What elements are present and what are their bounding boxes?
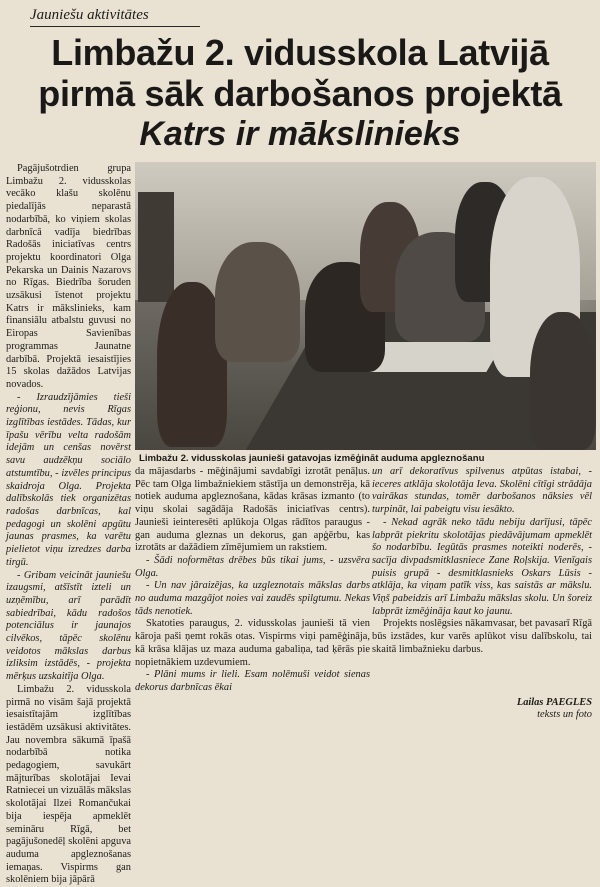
article-column-2 [135,466,370,728]
paragraph: da mājasdarbs - mēģinājumi savdabīgi izrotāt penāļus. Pēc tam Olga limbažniekiem stāstīja un demonstrēja, kā notiek auduma apgleznošana, kādas krāsas izmanto (to viņu skolai sagādāja Radošās iniciatīvas centrs). Jaunieši ieinteresēti aplūkoja Olgas rādītos paraugus - gan auduma gleznas un dekorus, gan apģērbu, kas izrotāts ar dažādiem zīmējumiem un rakstiem. [135,466,370,554]
paragraph: un arī dekoratīvus spilvenus atpūtas istabai, - ieceres atklāja skolotāja Ieva. Skolēni cītīgi strādāja vairākas stundas, tomēr darbošanos nāksies vēl turpināt, lai pabeigtu visu iesākto. [372,466,592,516]
paragraph: Projekts noslēgsies nākamvasar, bet pavasarī Rīgā būs izstādes, kur varēs aplūkot visu dalībskolu, tai skaitā limbažnieku darbus. [372,618,592,655]
headline-line-1: Limbažu 2. vidusskola Latvijā [51,32,549,73]
byline-author: Lailas PAEGLES [516,697,592,708]
byline-credit: teksts un foto [537,709,592,720]
article-photo [135,162,596,450]
headline-line-3: Katrs ir mākslinieks [139,115,461,153]
section-label: Jauniešu aktivitātes [30,4,200,27]
byline [472,697,592,721]
paragraph: - Šādi noformētas drēbes būs tikai jums, - uzsvēra Olga. [135,554,370,579]
paragraph: - Nekad agrāk neko tādu nebiju darījusi, tāpēc labprāt piekritu skolotājas piedāvājumam apmeklēt šo nodarbību. Iegūtās prasmes noteikti noderēs, - sacīja divpadsmitklasniece Zane Roļskija. Vienīgais puisis grupā - desmitklasnieks Oskars Lūsis - atklāja, ka viņam patīk viss, kas saistās ar mākslu. Viņš pabeidzis arī Limbažu mākslas skolu. Un šoreiz labprāt izmēģināja kaut ko jaunu. [372,516,592,617]
photo-person [530,312,596,450]
paragraph: Pagājušotrdien grupa Limbažu 2. vidusskolas vecāko klašu skolēnu piedalījās neparastā nodarbībā, ko viņiem skolas darbnīcā vadīja biedrības Radošās iniciatīvas centrs projektu koordinatori Olga Pekarska un Dainis Nazarovs no Rīgas. Biedrība šoruden uzsākusi īstenot projektu Katrs ir mākslinieks, kam finansiālu atbalstu guvusi no Eiropas Savienības programmas Jaunatne darbībā. Projektā iesaistījies 15 skolas dažādos Latvijas novados. [6,163,131,390]
paragraph: - Izraudzījāmies tieši reģionu, nevis Rīgas izglītības iestādes. Tādas, kur īpašu vērību velta radošām idejām un cenšas novērst savu audzēkņu sociālo atstumtību, - izvēles principus skaidroja Olga. Projekta dalībskolās tiek organizētas radošas darbnīcas, kal pedagogi un skolēni apgūtu jaunas prasmes, ka varētu pielietot viņu izredzes darba tirgū. [6,391,131,568]
article-column-3 [372,466,592,728]
paragraph: - Gribam veicināt jauniešu izaugsmi, atšīstīt izteli un uzņēmību, arī parādīt sabiedrībai, kādu radošos potenciālus ir jaunajos cilvēkos, tāpēc skolēnu veidotos mākslas darbus izliksim izstādēs, - projekta mērķus uzskaitīja Olga. [6,569,131,683]
paragraph: - Un nav jāraizējas, ka uzgleznotais mākslas darbs no auduma mazgājot noies vai zaudēs spilgtumu. Nekas tāds nenotiek. [135,580,370,617]
headline-line-2: pirmā sāk darbošanos projektā [38,73,562,114]
article-column-1 [6,163,131,886]
photo-caption: Limbažu 2. vidusskolas jaunieši gatavojas izmēģināt auduma apgleznošanu [139,453,485,464]
photo-door [138,192,174,302]
paragraph: Skatoties paraugus, 2. vidusskolas jaunieši tā vien kāroja paši ņemt rokās otas. Vispirms viņi pamēģināja, kā krāsa klājas uz maza auduma gabaliņa, tad ķērās pie nopietnākiem uzdevumiem. [135,618,370,668]
headline [6,32,594,155]
paragraph: Limbažu 2. vidusskola pirmā no visām šajā projektā iesaistītajām izglītības iestādēm uzsākusi aktivitātes. Jau novembra sākumā īpašā nodarbībā notika pedagogiem, savukārt mājturības skolotājai Ievai Ratniecei un vizuālās mākslas skolotājai Ilzei Romančukai bija iespēja apmeklēt semināru Rīgā, bet pagājušonedēļ skolēni apguva auduma apgleznošanas iemaņas. Vispirms gan skolēniem bija jāpārā [6,683,131,886]
paragraph: - Plāni mums ir lieli. Esam nolēmuši veidot sienas dekorus darbnīcas ēkai [135,669,370,693]
photo-person [215,242,300,362]
